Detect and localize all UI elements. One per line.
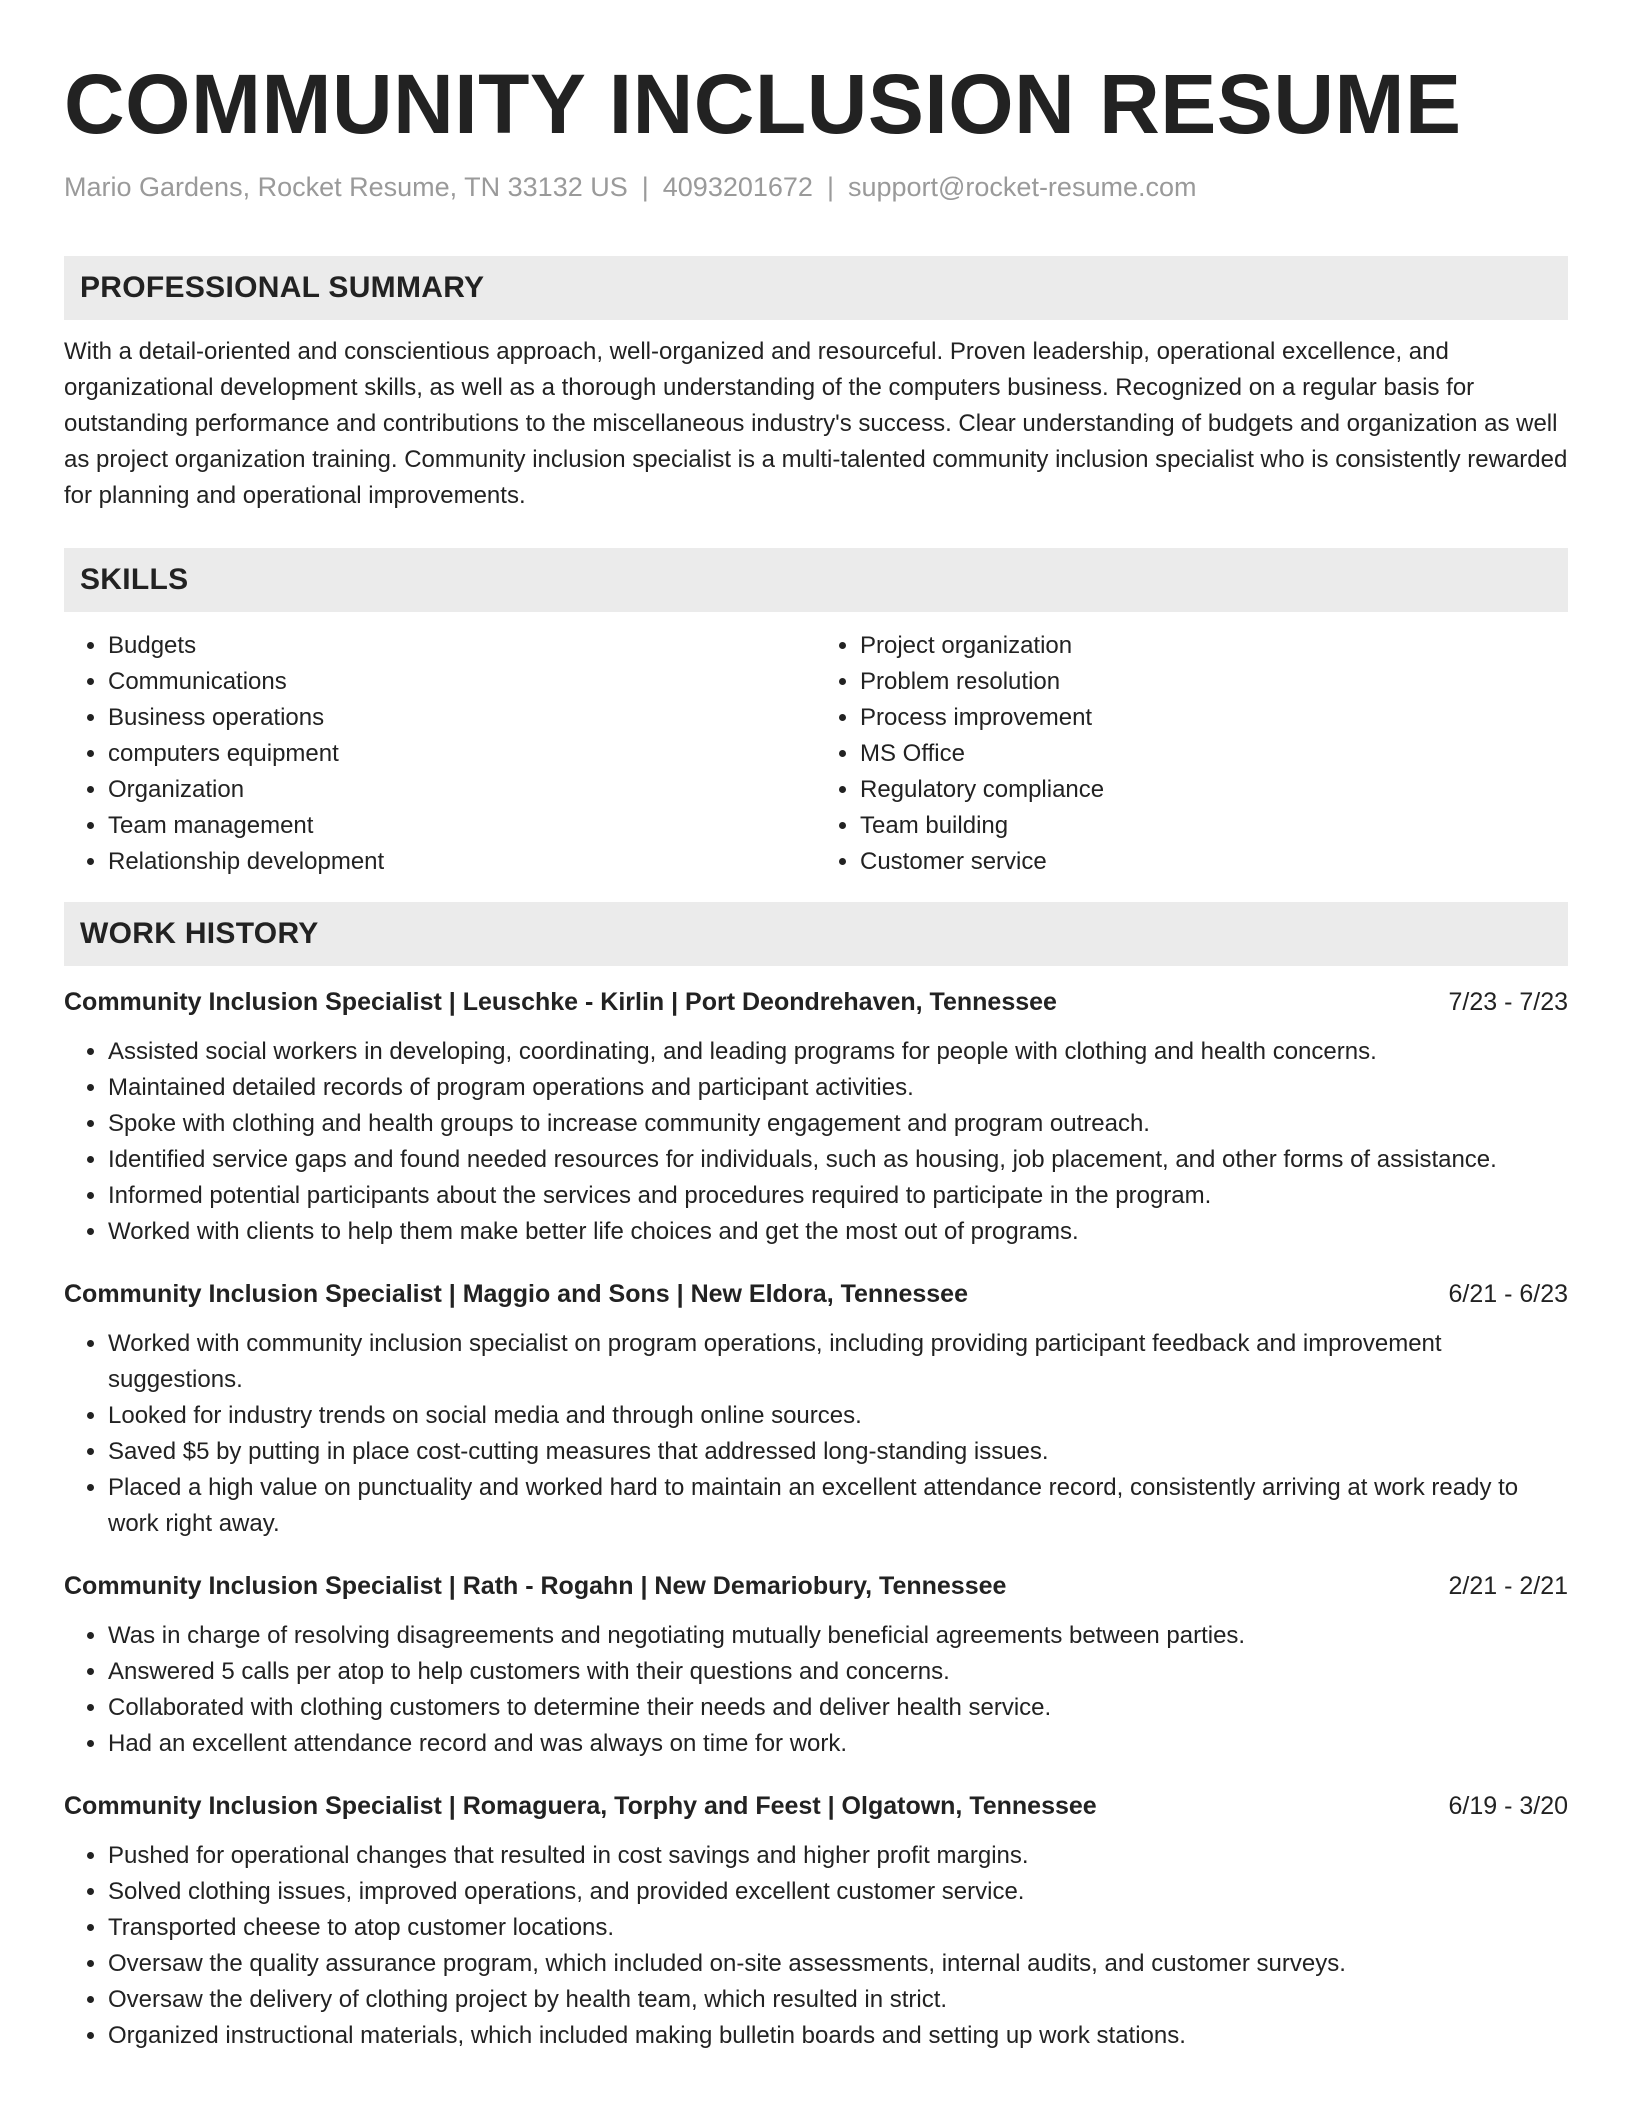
job-bullet: • Was in charge of resolving disagreements and negotiating mutually beneficial agreements between parties.	[108, 1618, 1568, 1654]
job-entry	[64, 984, 1568, 1250]
job-entry	[64, 1788, 1568, 2054]
job-header	[64, 1788, 1568, 1824]
job-bullet: • Maintained detailed records of program operations and participant activities.	[108, 1070, 1568, 1106]
job-bullet: • Organized instructional materials, which included making bulletin boards and setting up work stations.	[108, 2018, 1568, 2054]
job-entry	[64, 1276, 1568, 1542]
job-bullet: • Oversaw the quality assurance program, which included on-site assessments, internal audits, and customer surveys.	[108, 1946, 1568, 1982]
job-title: Community Inclusion Specialist | Romaguera, Torphy and Feest | Olgatown, Tennessee	[64, 1792, 1097, 1820]
job-bullet: • Worked with clients to help them make better life choices and get the most out of programs.	[108, 1214, 1568, 1250]
job-entry	[64, 1568, 1568, 1762]
job-bullet: • Saved $5 by putting in place cost-cutting measures that addressed long-standing issues.	[108, 1434, 1568, 1470]
work-history-section	[64, 902, 1568, 2054]
job-bullet: • Solved clothing issues, improved operations, and provided excellent customer service.	[108, 1874, 1568, 1910]
job-title: Community Inclusion Specialist | Maggio and Sons | New Eldora, Tennessee	[64, 1280, 968, 1308]
job-bullet: • Worked with community inclusion specialist on program operations, including providing participant feedback and improvement suggestions.	[108, 1326, 1568, 1398]
job-dates: 7/23 - 7/23	[1448, 988, 1568, 1016]
skill-item: • Organization	[108, 772, 816, 808]
skills-grid	[64, 628, 1568, 880]
skill-item: • Team building	[860, 808, 1568, 844]
skill-item: • Budgets	[108, 628, 816, 664]
job-header	[64, 1276, 1568, 1312]
skill-item: • Project organization	[860, 628, 1568, 664]
summary-text: With a detail-oriented and conscientious approach, well-organized and resourceful. Proven leadership, operational excellence, and organizational development skills, as well as a thorough understanding of the computers business. Recognized on a regular basis for outstanding performance and contributions to the miscellaneous industry's success. Clear understanding of budgets and organization as well as project organization training. Community inclusion specialist is a multi-talented community inclusion specialist who is consistently rewarded for planning and operational improvements.	[64, 338, 1568, 509]
job-bullet: • Had an excellent attendance record and was always on time for work.	[108, 1726, 1568, 1762]
job-bullet: • Transported cheese to atop customer locations.	[108, 1910, 1568, 1946]
skill-item: • Team management	[108, 808, 816, 844]
job-title: Community Inclusion Specialist | Leuschke - Kirlin | Port Deondrehaven, Tennessee	[64, 988, 1057, 1016]
skills-list-left	[64, 628, 816, 880]
job-bullet: • Answered 5 calls per atop to help customers with their questions and concerns.	[108, 1654, 1568, 1690]
skill-item: • MS Office	[860, 736, 1568, 772]
job-bullet: • Pushed for operational changes that resulted in cost savings and higher profit margins.	[108, 1838, 1568, 1874]
job-bullet: • Oversaw the delivery of clothing project by health team, which resulted in strict.	[108, 1982, 1568, 2018]
resume-title: COMMUNITY INCLUSION RESUME	[64, 57, 1462, 151]
job-bullet-list	[64, 1326, 1568, 1542]
contact-email: support@rocket-resume.com	[847, 172, 1197, 202]
job-dates: 2/21 - 2/21	[1448, 1572, 1568, 1600]
job-bullet-list	[64, 1034, 1568, 1250]
job-bullet: • Spoke with clothing and health groups to increase community engagement and program outreach.	[108, 1106, 1568, 1142]
job-header	[64, 1568, 1568, 1604]
skill-item: • Problem resolution	[860, 664, 1568, 700]
job-bullet: • Assisted social workers in developing, coordinating, and leading programs for people with clothing and health concerns.	[108, 1034, 1568, 1070]
job-dates: 6/21 - 6/23	[1448, 1280, 1568, 1308]
summary-heading: PROFESSIONAL SUMMARY	[64, 256, 1568, 320]
skills-list-right	[816, 628, 1568, 880]
skill-item: • Regulatory compliance	[860, 772, 1568, 808]
job-bullet: • Identified service gaps and found needed resources for individuals, such as housing, job placement, and other forms of assistance.	[108, 1142, 1568, 1178]
job-bullet-list	[64, 1838, 1568, 2054]
skills-heading: SKILLS	[64, 548, 1568, 612]
skill-item: • Business operations	[108, 700, 816, 736]
summary-section	[64, 256, 1568, 514]
contact-line	[64, 172, 1568, 203]
skills-section	[64, 548, 1568, 880]
skill-item: • computers equipment	[108, 736, 816, 772]
job-bullet: • Looked for industry trends on social media and through online sources.	[108, 1398, 1568, 1434]
job-header	[64, 984, 1568, 1020]
work-history-heading: WORK HISTORY	[64, 902, 1568, 966]
skill-item: • Relationship development	[108, 844, 816, 880]
skill-item: • Process improvement	[860, 700, 1568, 736]
job-bullet: • Placed a high value on punctuality and worked hard to maintain an excellent attendance record, consistently arriving at work ready to work right away.	[108, 1470, 1568, 1542]
job-bullet: • Collaborated with clothing customers to determine their needs and deliver health service.	[108, 1690, 1568, 1726]
contact-separator: |	[641, 172, 649, 202]
contact-separator: |	[826, 172, 834, 202]
job-bullet-list	[64, 1618, 1568, 1762]
contact-phone: 4093201672	[662, 172, 813, 202]
contact-address: Mario Gardens, Rocket Resume, TN 33132 US	[64, 172, 628, 202]
skill-item: • Communications	[108, 664, 816, 700]
job-bullet: • Informed potential participants about the services and procedures required to participate in the program.	[108, 1178, 1568, 1214]
job-title: Community Inclusion Specialist | Rath - Rogahn | New Demariobury, Tennessee	[64, 1572, 1007, 1600]
job-dates: 6/19 - 3/20	[1448, 1792, 1568, 1820]
skill-item: • Customer service	[860, 844, 1568, 880]
